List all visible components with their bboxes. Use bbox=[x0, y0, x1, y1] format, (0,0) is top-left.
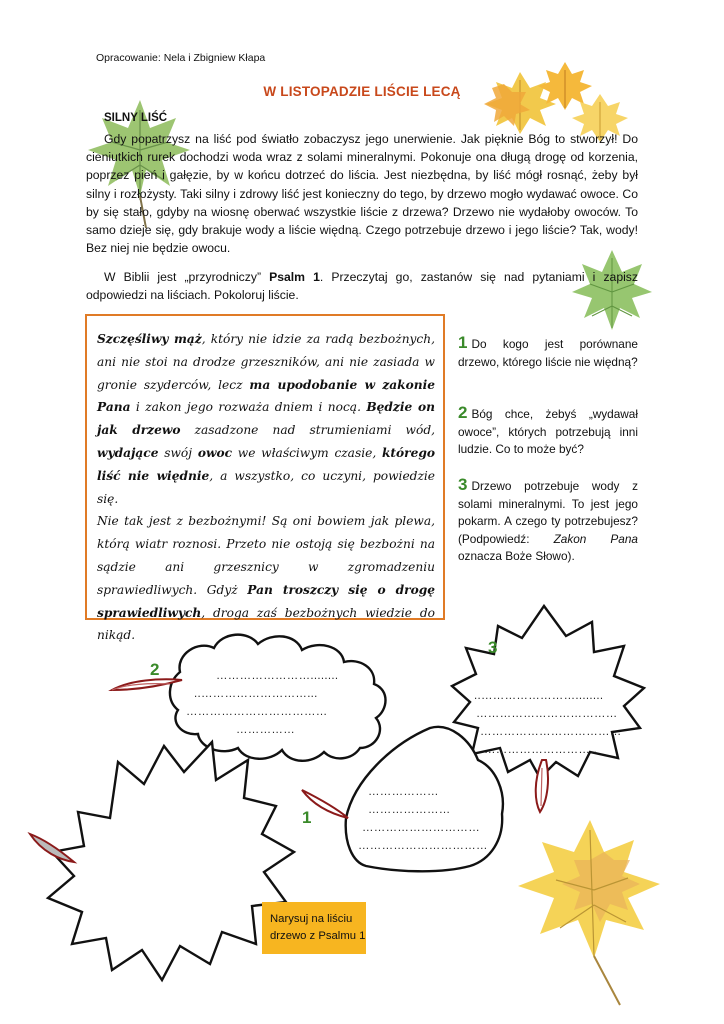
answer-line[interactable]: ……………………….. bbox=[484, 744, 598, 756]
psalm-segment: zasadzone nad strumieniami wód, bbox=[180, 423, 436, 438]
answer-line[interactable]: ……………………………… bbox=[186, 706, 328, 718]
psalm-segment: ma upodobanie w zakonie Pana bbox=[97, 377, 435, 415]
psalm-segment: Szczęśliwy mąż bbox=[97, 332, 202, 346]
psalm-segment: którego liść nie więdnie bbox=[97, 445, 435, 483]
question-hint-italic: Zakon Pana bbox=[553, 531, 638, 546]
question-text: oznacza Boże Słowo). bbox=[458, 549, 575, 564]
task-text-after: . Przeczytaj go, zastanów się nad pytaniami i zapisz odpowiedzi na liściach. Pokoloruj liście. bbox=[86, 270, 638, 302]
question-1 bbox=[458, 334, 638, 371]
answer-line[interactable]: ..………………………... bbox=[194, 688, 318, 700]
psalm-box bbox=[85, 314, 445, 643]
psalm-segment: owoc bbox=[197, 445, 232, 460]
answer-line[interactable]: ..……………………........ bbox=[474, 690, 604, 702]
drawing-instruction-note bbox=[262, 902, 366, 954]
psalm-segment: Będzie on jak drzewo bbox=[97, 400, 435, 438]
question-number: 2 bbox=[458, 403, 468, 422]
answer-line[interactable]: ……………………........ bbox=[216, 670, 339, 682]
note-line: drzewo z Psalmu 1 bbox=[270, 930, 366, 942]
answer-line[interactable]: ……………………………… bbox=[480, 726, 622, 738]
section-subheading: SILNY LIŚĆ bbox=[104, 112, 168, 124]
psalm-segment: , który nie idzie za radą bezbożnych, ani nie stoi na drodze grzeszników, ani nie zasiada w gronie szyderców, lecz bbox=[97, 332, 435, 392]
leaf-3-number: 3 bbox=[488, 638, 498, 657]
answer-line[interactable]: ………………………… bbox=[362, 822, 480, 834]
task-paragraph bbox=[86, 268, 638, 304]
intro-paragraph: Gdy popatrzysz na liść pod światło zobaczysz jego unerwienie. Jak pięknie Bóg to stworzył! Do cieniutkich rurek dochodzi woda wraz z solami mineralnymi. Pokonuje ona długą drogę od korzenia, poprzez pień i gałęzie, by w końcu dotrzeć do liścia. Jest niezbędna, by liść mógł rosnąć, żeby był silny i rozłożysty. Taki silny i zdrowy liść jest konieczny do tego, by drzewo mogło wydawać owoce. Co by się stało, gdyby na wiosnę oberwać wszystkie liście z drzewa? Drzewo nie wydałoby owoców. To samo dzieje się, gdy brakuje wody a liście więdną. Czego potrzebuje drzewo i jego liście? Tak, wody! Bez niej nie będzie owocu. bbox=[86, 132, 638, 256]
answer-line[interactable]: ……………………………… bbox=[476, 708, 618, 720]
psalm-segment: Nie tak jest z bezbożnymi! Są oni bowiem jak plewa, którą wiatr roznosi. Przeto nie ostoją się bezbożni na sądzie ani grzesznicy w zgromadzeniu sprawiedliwych. Gdyż bbox=[97, 514, 435, 597]
leaf-1-number: 1 bbox=[302, 808, 312, 827]
answer-line[interactable]: ……………… bbox=[368, 786, 439, 798]
question-2 bbox=[458, 404, 638, 459]
question-text: Do kogo jest porównane drzewo, którego liście nie więdną? bbox=[458, 337, 638, 369]
question-text: Drzewo potrzebuje wody z solami mineralnymi. To jest jego pokarm. A czego ty potrzebujesz? (Podpowiedź: bbox=[458, 479, 638, 546]
question-number: 1 bbox=[458, 333, 468, 352]
page-title: W LISTOPADZIE LIŚCIE LECĄ bbox=[263, 84, 461, 99]
psalm-segment: wydające bbox=[97, 445, 159, 460]
psalm-segment: Pan troszczy się o drogę sprawiedliwych bbox=[97, 582, 435, 620]
note-line: Narysuj na liściu bbox=[270, 913, 353, 925]
task-text-before: W Biblii jest „przyrodniczy” bbox=[104, 270, 262, 284]
psalm-segment: i zakon jego rozważa dniem i nocą. bbox=[130, 400, 367, 415]
drawing-leaf bbox=[30, 742, 294, 980]
answer-line[interactable]: ………………… bbox=[368, 804, 451, 816]
question-number: 3 bbox=[458, 475, 468, 494]
leaf-2-number: 2 bbox=[150, 660, 160, 679]
question-text: Bóg chce, żebyś „wydawał owoce”, których potrzebują inni ludzie. Co to może być? bbox=[458, 407, 638, 457]
answer-line[interactable]: …………………………… bbox=[358, 840, 488, 852]
author-credit: Opracowanie: Nela i Zbigniew Kłapa bbox=[96, 52, 266, 64]
psalm-segment: swój bbox=[158, 445, 198, 460]
psalm-segment: , droga zaś bezbożnych wiedzie do nikąd. bbox=[97, 605, 435, 643]
psalm-segment: we właściwym czasie, bbox=[232, 445, 382, 460]
question-3 bbox=[458, 476, 638, 566]
task-psalm-reference: Psalm 1 bbox=[269, 270, 320, 284]
yellow-maple-leaf-bottom-icon bbox=[518, 820, 660, 1005]
answer-line[interactable]: …………… bbox=[236, 724, 295, 736]
psalm-segment: , a wszystko, co uczyni, powiedzie się. bbox=[97, 468, 435, 506]
